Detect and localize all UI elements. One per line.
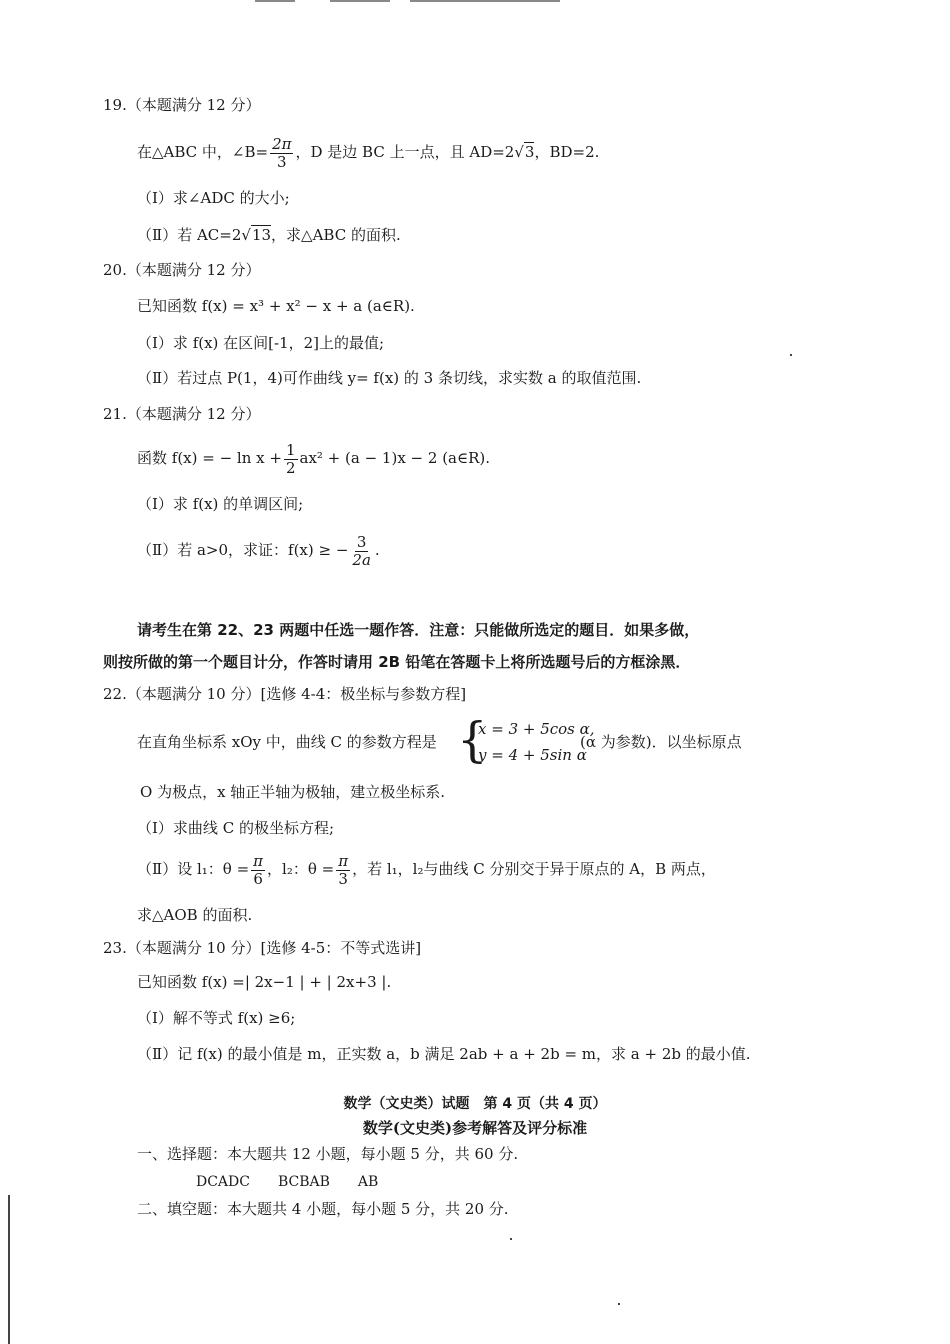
- scan-edge-line: [8, 1195, 10, 1344]
- top-rule-mark: [410, 0, 560, 2]
- elective-notice-line1: 请考生在第 22、23 两题中任选一题作答．注意：只能做所选定的题目．如果多做，: [137, 621, 700, 639]
- fraction-denominator: 2: [285, 458, 296, 477]
- fraction-numerator: π: [338, 852, 349, 870]
- fraction-numerator: 1: [285, 441, 296, 459]
- q21-part2-a: （Ⅱ）若 a>0，求证：f(x) ≥ −: [137, 541, 349, 559]
- q21-stem-part-b: ax² + (a − 1)x − 2 (a∈R).: [299, 449, 491, 467]
- fraction-denominator: 3: [277, 152, 287, 171]
- q19-header: 19.（本题满分 12 分）: [103, 96, 261, 114]
- q22-equation-1: x = 3 + 5cos α,: [478, 720, 595, 738]
- q21-part2-fraction: [350, 534, 373, 568]
- fraction-denominator: 3: [338, 869, 348, 888]
- q21-half-fraction: [284, 442, 298, 476]
- top-rule-mark: [255, 0, 295, 2]
- q20-stem: 已知函数 f(x) = x³ + x² − x + a (a∈R).: [137, 297, 415, 315]
- q21-part1: （Ⅰ）求 f(x) 的单调区间;: [137, 495, 304, 513]
- fraction-numerator: 2π: [272, 135, 292, 153]
- q22-part1: （Ⅰ）求曲线 C 的极坐标方程;: [137, 819, 334, 837]
- scan-dot: [618, 1303, 620, 1305]
- page-footer: 数学（文史类）试题 第 4 页（共 4 页）: [343, 1096, 607, 1112]
- elective-notice-line2: 则按所做的第一个题目计分，作答时请用 2B 铅笔在答题卡上将所选题号后的方框涂黑．: [103, 653, 691, 671]
- q20-part2: （Ⅱ）若过点 P(1，4)可作曲线 y= f(x) 的 3 条切线，求实数 a 的取值范围.: [137, 369, 642, 387]
- q22-part2: [137, 850, 716, 888]
- q22-stem-b: (α 为参数)．以坐标原点: [580, 733, 742, 751]
- q22-equation-2: y = 4 + 5sin α: [478, 746, 587, 764]
- q23-header: 23.（本题满分 10 分）[选修 4-5：不等式选讲]: [103, 939, 422, 957]
- q19-part1: （Ⅰ）求∠ADC 的大小;: [137, 189, 290, 207]
- q23-stem: 已知函数 f(x) =| 2x−1 | + | 2x+3 |.: [137, 973, 392, 991]
- q21-header: 21.（本题满分 12 分）: [103, 405, 261, 423]
- answer-section-1: 一、选择题：本大题共 12 小题，每小题 5 分，共 60 分.: [137, 1145, 519, 1163]
- fraction-denominator: 2a: [352, 550, 371, 569]
- scan-dot: [790, 354, 792, 356]
- q19-stem-part-b: ，D 是边 BC 上一点，且 AD=2: [295, 143, 515, 161]
- q19-stem-part-a: 在△ABC 中，∠B=: [137, 143, 269, 161]
- q22-part2-line2: 求△AOB 的面积.: [137, 906, 253, 924]
- answer-key-title: 数学(文史类)参考解答及评分标准: [362, 1119, 588, 1137]
- q21-part2-b: .: [374, 541, 380, 559]
- q22-part2-c: ，若 l₁，l₂与曲线 C 分别交于异于原点的 A，B 两点，: [352, 860, 716, 878]
- system-brace: {: [457, 712, 488, 768]
- q22-stem-a: 在直角坐标系 xOy 中，曲线 C 的参数方程是: [137, 733, 437, 751]
- top-rule-mark: [330, 0, 390, 2]
- q23-part2: （Ⅱ）记 f(x) 的最小值是 m，正实数 a，b 满足 2ab + a + 2b = m，求 a + 2b 的最小值.: [137, 1045, 751, 1063]
- q20-part1: （Ⅰ）求 f(x) 在区间[-1，2]上的最值;: [137, 334, 385, 352]
- q19-stem-part-c: ，BD=2.: [534, 143, 600, 161]
- q19-part2-sqrt: 13: [251, 226, 272, 244]
- q19-part2-a: （Ⅱ）若 AC=2: [137, 226, 242, 244]
- q23-part1: （Ⅰ）解不等式 f(x) ≥6;: [137, 1009, 296, 1027]
- scan-dot: [510, 1238, 512, 1240]
- fraction-numerator: π: [253, 852, 264, 870]
- q19-angle-fraction: [270, 136, 293, 170]
- answer-section-2: 二、填空题：本大题共 4 小题，每小题 5 分，共 20 分.: [137, 1200, 509, 1218]
- q22-theta1-fraction: [251, 853, 265, 887]
- q22-theta2-fraction: [336, 853, 350, 887]
- q19-stem: 在△ABC 中，∠B= $\frac{2\pi}{3}$ ，D 是边 BC 上一点，且 AD=2√3，BD=2.: [137, 135, 600, 171]
- q20-header: 20.（本题满分 12 分）: [103, 261, 261, 279]
- q19-part2-b: ，求△ABC 的面积.: [271, 226, 401, 244]
- fraction-numerator: 3: [356, 533, 367, 551]
- q22-part2-a: （Ⅱ）设 l₁：θ =: [137, 860, 250, 878]
- q22-part2-b: ，l₂：θ =: [267, 860, 335, 878]
- fraction-denominator: 6: [253, 869, 263, 888]
- answer-choices: DCADC BCBAB AB: [196, 1174, 379, 1190]
- q19-sqrt-radicand: 3: [524, 143, 535, 161]
- q21-part2: [137, 532, 380, 568]
- q19-part2: （Ⅱ）若 AC=2√13，求△ABC 的面积.: [137, 226, 401, 244]
- q22-stem-line2: O 为极点，x 轴正半轴为极轴，建立极坐标系.: [140, 783, 446, 801]
- q21-stem-part-a: 函数 f(x) = − ln x +: [137, 449, 282, 467]
- q22-header: 22.（本题满分 10 分）[选修 4-4：极坐标与参数方程]: [103, 685, 467, 703]
- q21-stem: [137, 440, 490, 476]
